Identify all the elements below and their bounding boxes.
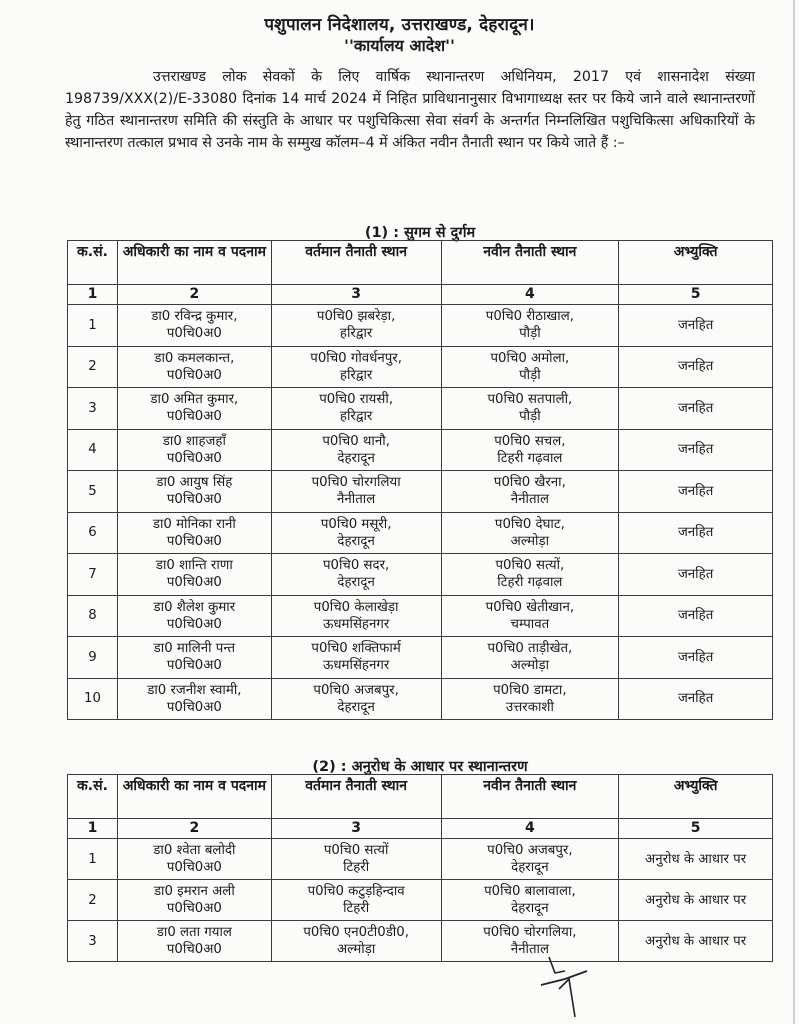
column-header: अभ्युक्ति xyxy=(619,775,773,819)
current-posting-cell xyxy=(271,595,441,637)
new-posting-district: देहरादून xyxy=(511,860,549,875)
header-row xyxy=(68,775,773,819)
officer-cell xyxy=(117,512,271,554)
new-posting-district: अल्मोड़ा xyxy=(510,658,550,674)
serial-number: 10 xyxy=(68,678,118,720)
new-posting-district: टिहरी गढ़वाल xyxy=(497,450,563,466)
officer-cell xyxy=(117,678,271,720)
current-posting-place: प0चि0 सदर, xyxy=(322,558,390,574)
column-number: 5 xyxy=(619,285,773,305)
officer-name: डा0 इमरान अली xyxy=(153,884,235,899)
new-posting-place: प0चि0 खैरना, xyxy=(493,475,566,491)
current-posting-place: प0चि0 शक्तिफार्म xyxy=(311,641,401,657)
new-posting-place: प0चि0 ताड़ीखेत, xyxy=(487,641,573,657)
serial-number: 5 xyxy=(68,471,118,513)
current-posting-district: अल्मोड़ा xyxy=(336,942,376,957)
remark: अनुरोध के आधार पर xyxy=(619,921,773,962)
column-header: अभ्युक्ति xyxy=(619,241,773,285)
new-posting-district: देहरादून xyxy=(511,901,549,916)
column-number: 1 xyxy=(68,285,118,305)
current-posting-district: देहरादून xyxy=(337,699,375,715)
current-posting-place: प0चि0 रायसी, xyxy=(319,392,394,408)
current-posting-place: प0चि0 केलाखेड़ा xyxy=(313,599,399,615)
table-row xyxy=(68,388,773,430)
table-row xyxy=(68,305,773,347)
new-posting-cell xyxy=(441,678,619,720)
document-title: पशुपालन निदेशालय, उत्तराखण्ड, देहरादून। xyxy=(264,15,535,35)
column-header: अधिकारी का नाम व पदनाम xyxy=(117,241,271,285)
officer-cell xyxy=(117,305,271,347)
column-number: 1 xyxy=(68,819,118,839)
new-posting-place: प0चि0 सत्यों, xyxy=(495,558,565,574)
serial-number: 1 xyxy=(68,839,118,880)
current-posting-cell xyxy=(271,880,441,921)
section2-title: (2) : अनुरोध के आधार पर स्थानान्तरण xyxy=(312,759,528,775)
new-posting-district: अल्मोड़ा xyxy=(510,533,550,549)
new-posting-cell xyxy=(441,305,619,347)
column-header: क.सं. xyxy=(68,775,118,819)
current-posting-cell xyxy=(271,921,441,962)
intro-paragraph xyxy=(65,66,755,154)
officer-designation: प0चि0अ0 xyxy=(166,367,222,383)
officer-cell xyxy=(117,554,271,596)
table-row xyxy=(68,429,773,471)
officer-designation: प0चि0अ0 xyxy=(166,658,222,674)
officer-designation: प0चि0अ0 xyxy=(166,699,222,715)
officer-name: डा0 कमलकान्त, xyxy=(154,350,235,366)
new-posting-cell xyxy=(441,346,619,388)
signature xyxy=(535,955,615,1020)
current-posting-cell xyxy=(271,388,441,430)
current-posting-district: ऊधमसिंहनगर xyxy=(322,616,390,632)
officer-cell xyxy=(117,839,271,880)
section1-title: (1) : सुगम से दुर्गम xyxy=(364,225,476,241)
remark: जनहित xyxy=(619,429,773,471)
officer-cell xyxy=(117,637,271,679)
serial-number: 6 xyxy=(68,512,118,554)
remark: जनहित xyxy=(619,637,773,679)
table-row xyxy=(68,921,773,962)
remark: जनहित xyxy=(619,305,773,347)
section2-table xyxy=(67,774,773,962)
intro-text: उत्तराखण्ड लोक सेवकों के लिए वार्षिक स्थानान्तरण अधिनियम, 2017 एवं शासनादेश संख्या 198739/XXX(2)/E-33080 दिनांक 14 मार्च 2024 में निहित प्राविधानानुसार विभागाध्यक्ष स्तर पर किये जाने वाले स्थानान्तरणों हेतु गठित स्थानान्तरण समिति की संस्तुति के आधार पर पशुचिकित्सा सेवा संवर्ग के अन्तर्गत निम्नलिखित पशुचिकित्सा अधिकारियों के स्थानान्तरण तत्काल प्रभाव से उनके नाम के सम्मुख कॉलम–4 में अंकित नवीन तैनाती स्थान पर किये जाते हैं :– xyxy=(65,69,755,151)
officer-designation: प0चि0अ0 xyxy=(166,492,222,508)
current-posting-cell xyxy=(271,554,441,596)
document-subtitle: ''कार्यालय आदेश'' xyxy=(344,36,455,55)
remark: अनुरोध के आधार पर xyxy=(619,880,773,921)
remark: जनहित xyxy=(619,595,773,637)
new-posting-cell xyxy=(441,595,619,637)
table-row xyxy=(68,471,773,513)
current-posting-district: देहरादून xyxy=(337,450,375,466)
current-posting-place: प0चि0 थानौ, xyxy=(322,433,390,449)
current-posting-cell xyxy=(271,678,441,720)
current-posting-cell xyxy=(271,429,441,471)
new-posting-place: प0चि0 रीठाखाल, xyxy=(485,309,574,325)
new-posting-place: प0चि0 बालावाला, xyxy=(484,884,576,899)
serial-number: 7 xyxy=(68,554,118,596)
officer-designation: प0चि0अ0 xyxy=(166,901,222,916)
header-row xyxy=(68,241,773,285)
new-posting-place: प0चि0 देघाट, xyxy=(494,516,565,532)
column-number: 3 xyxy=(271,819,441,839)
column-number: 2 xyxy=(117,285,271,305)
serial-number: 3 xyxy=(68,921,118,962)
current-posting-place: प0चि0 गोवर्धनपुर, xyxy=(310,350,402,366)
serial-number: 2 xyxy=(68,880,118,921)
new-posting-cell xyxy=(441,839,619,880)
new-posting-cell xyxy=(441,554,619,596)
column-header: वर्तमान तैनाती स्थान xyxy=(271,241,441,285)
current-posting-district: टिहरी xyxy=(343,901,370,916)
current-posting-district: टिहरी xyxy=(343,860,370,875)
remark: अनुरोध के आधार पर xyxy=(619,839,773,880)
officer-name: डा0 श्वेता बलोदी xyxy=(153,843,236,858)
column-number: 4 xyxy=(441,819,619,839)
serial-number: 4 xyxy=(68,429,118,471)
current-posting-place: प0चि0 अजबपुर, xyxy=(313,682,399,698)
current-posting-district: देहरादून xyxy=(337,533,375,549)
officer-cell xyxy=(117,471,271,513)
column-header: क.सं. xyxy=(68,241,118,285)
column-number: 5 xyxy=(619,819,773,839)
current-posting-place: प0चि0 एन0टी0डी0, xyxy=(303,925,409,940)
table-row xyxy=(68,512,773,554)
remark: जनहित xyxy=(619,512,773,554)
new-posting-district: टिहरी गढ़वाल xyxy=(497,575,563,591)
current-posting-district: हरिद्वार xyxy=(339,409,373,425)
officer-name: डा0 मोनिका रानी xyxy=(152,516,236,532)
new-posting-place: प0चि0 अमोला, xyxy=(490,350,570,366)
new-posting-cell xyxy=(441,637,619,679)
officer-name: डा0 अमित कुमार, xyxy=(150,392,239,408)
officer-name: डा0 लता गयाल xyxy=(156,925,232,940)
current-posting-place: प0चि0 कटुड़हिन्दाव xyxy=(307,884,405,899)
new-posting-place: प0चि0 चोरगलिया, xyxy=(483,925,577,940)
current-posting-district: हरिद्वार xyxy=(339,367,373,383)
current-posting-district: हरिद्वार xyxy=(339,326,373,342)
current-posting-cell xyxy=(271,305,441,347)
new-posting-cell xyxy=(441,471,619,513)
new-posting-place: प0चि0 खेतीखान, xyxy=(485,599,575,615)
officer-name: डा0 शाहजहाँ xyxy=(162,433,226,449)
current-posting-cell xyxy=(271,512,441,554)
officer-designation: प0चि0अ0 xyxy=(166,450,222,466)
serial-number: 9 xyxy=(68,637,118,679)
officer-designation: प0चि0अ0 xyxy=(166,616,222,632)
current-posting-cell xyxy=(271,346,441,388)
officer-cell xyxy=(117,388,271,430)
new-posting-district: पौड़ी xyxy=(519,409,541,425)
officer-designation: प0चि0अ0 xyxy=(166,860,222,875)
officer-name: डा0 रजनीश स्वामी, xyxy=(147,682,242,698)
current-posting-place: प0चि0 सत्यों xyxy=(323,843,389,858)
officer-name: डा0 मालिनी पन्त xyxy=(153,641,236,657)
new-posting-cell xyxy=(441,388,619,430)
new-posting-cell xyxy=(441,429,619,471)
column-number: 2 xyxy=(117,819,271,839)
current-posting-cell xyxy=(271,471,441,513)
officer-designation: प0चि0अ0 xyxy=(166,942,222,957)
new-posting-place: प0चि0 सतपाली, xyxy=(487,392,573,408)
officer-designation: प0चि0अ0 xyxy=(166,533,222,549)
serial-number: 2 xyxy=(68,346,118,388)
serial-number: 1 xyxy=(68,305,118,347)
remark: जनहित xyxy=(619,471,773,513)
officer-cell xyxy=(117,429,271,471)
new-posting-place: प0चि0 सचल, xyxy=(494,433,566,449)
table-row xyxy=(68,678,773,720)
new-posting-district: नैनीताल xyxy=(510,492,549,508)
column-header: अधिकारी का नाम व पदनाम xyxy=(117,775,271,819)
page-edge xyxy=(793,0,795,1024)
table-row xyxy=(68,554,773,596)
remark: जनहित xyxy=(619,678,773,720)
column-number-row xyxy=(68,285,773,305)
current-posting-district: देहरादून xyxy=(337,575,375,591)
officer-name: डा0 शान्ति राणा xyxy=(155,558,233,574)
new-posting-district: पौड़ी xyxy=(519,326,541,342)
column-header: नवीन तैनाती स्थान xyxy=(441,775,619,819)
section1-table xyxy=(67,240,773,720)
serial-number: 3 xyxy=(68,388,118,430)
current-posting-cell xyxy=(271,839,441,880)
officer-cell xyxy=(117,595,271,637)
current-posting-cell xyxy=(271,637,441,679)
officer-designation: प0चि0अ0 xyxy=(166,326,222,342)
new-posting-cell xyxy=(441,512,619,554)
table-row xyxy=(68,637,773,679)
table-row xyxy=(68,839,773,880)
column-number-row xyxy=(68,819,773,839)
column-number: 3 xyxy=(271,285,441,305)
current-posting-place: प0चि0 चोरगलिया xyxy=(311,475,401,491)
new-posting-district: चम्पावत xyxy=(510,616,550,632)
new-posting-place: प0चि0 अजबपुर, xyxy=(487,843,573,858)
remark: जनहित xyxy=(619,554,773,596)
current-posting-district: ऊधमसिंहनगर xyxy=(322,658,390,674)
officer-cell xyxy=(117,921,271,962)
new-posting-cell xyxy=(441,880,619,921)
table-row xyxy=(68,595,773,637)
new-posting-district: पौड़ी xyxy=(519,367,541,383)
column-header: नवीन तैनाती स्थान xyxy=(441,241,619,285)
officer-cell xyxy=(117,880,271,921)
new-posting-district: उत्तरकाशी xyxy=(505,699,554,715)
current-posting-district: नैनीताल xyxy=(337,492,376,508)
new-posting-place: प0चि0 डामटा, xyxy=(493,682,567,698)
remark: जनहित xyxy=(619,388,773,430)
table-row xyxy=(68,346,773,388)
new-posting-district: नैनीताल xyxy=(510,942,549,957)
officer-name: डा0 आयुष सिंह xyxy=(156,475,233,491)
officer-designation: प0चि0अ0 xyxy=(166,409,222,425)
officer-name: डा0 रविन्द्र कुमार, xyxy=(151,309,238,325)
column-number: 4 xyxy=(441,285,619,305)
officer-cell xyxy=(117,346,271,388)
serial-number: 8 xyxy=(68,595,118,637)
remark: जनहित xyxy=(619,346,773,388)
officer-designation: प0चि0अ0 xyxy=(166,575,222,591)
column-header: वर्तमान तैनाती स्थान xyxy=(271,775,441,819)
table-row xyxy=(68,880,773,921)
officer-name: डा0 शैलेश कुमार xyxy=(153,599,236,615)
current-posting-place: प0चि0 झबरेड़ा, xyxy=(316,309,396,325)
current-posting-place: प0चि0 मसूरी, xyxy=(320,516,392,532)
